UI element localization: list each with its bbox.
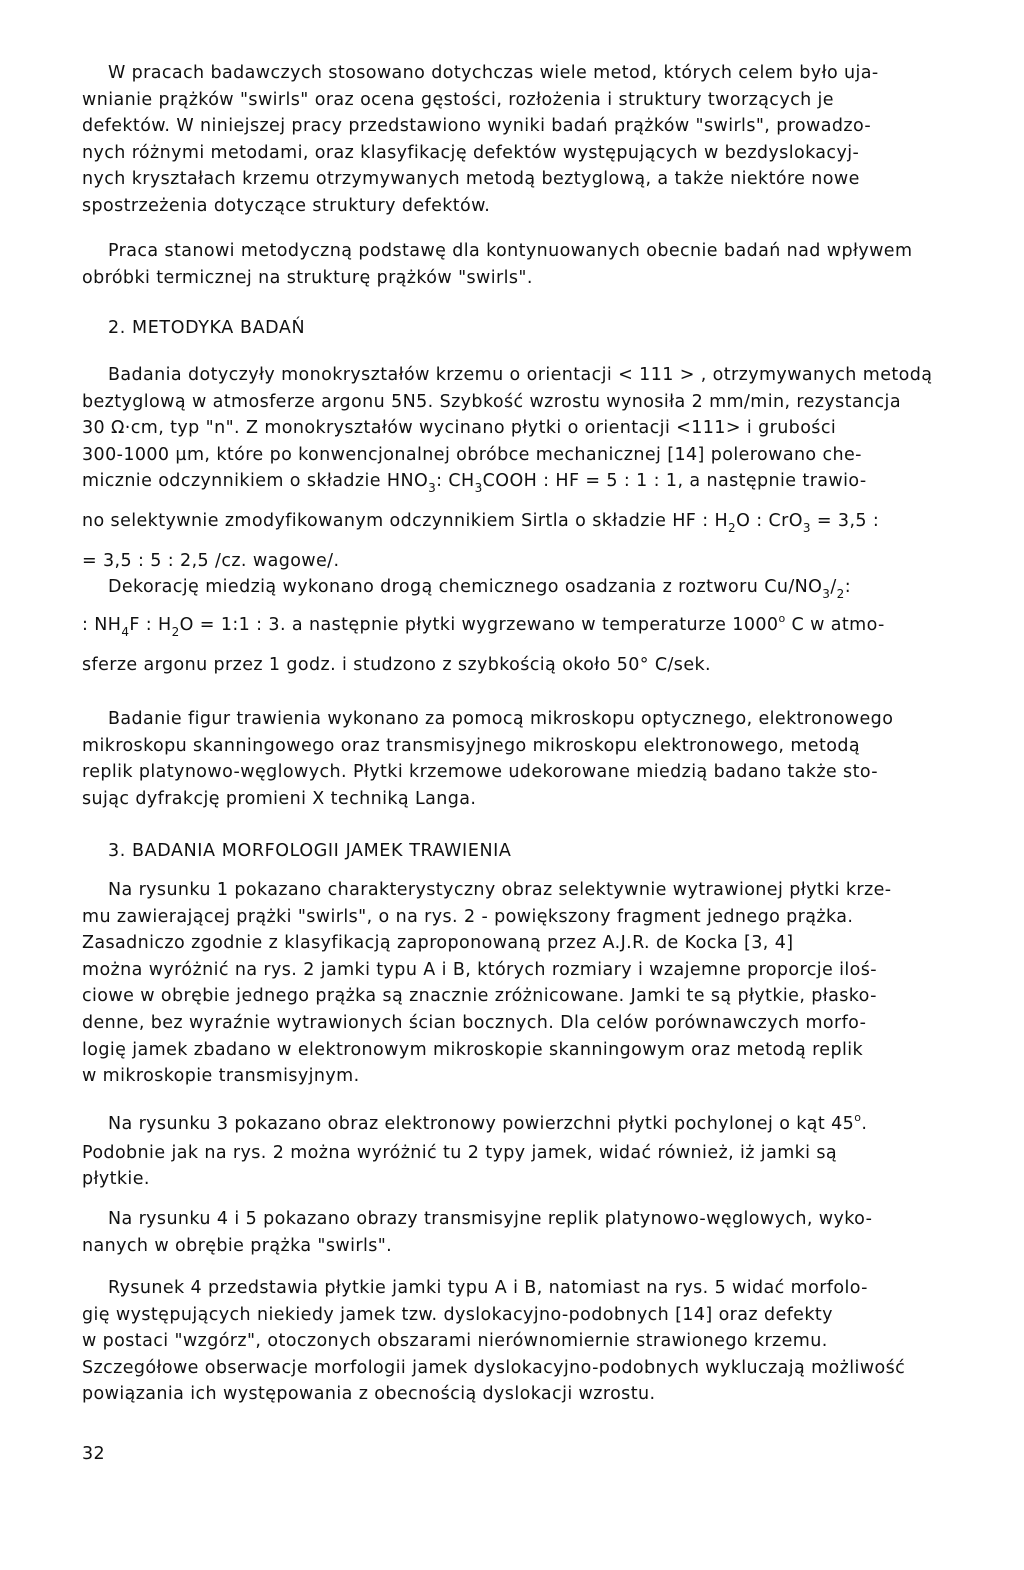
paragraph-methods — [82, 362, 982, 679]
text-line: mu zawierającej prążki "swirls", o na rys. 2 - powiększony fragment jednego prążka. — [82, 906, 854, 927]
paragraph-basis — [82, 238, 982, 291]
text-line: no selektywnie zmodyfikowanym odczynnikiem Sirtla o składzie HF : $H_2O$ : CrO$_3$ = 3,5 : — [82, 510, 880, 535]
text-line: Badanie figur trawienia wykonano za pomocą mikroskopu optycznego, elektronowego — [108, 709, 894, 729]
text-line: 30 Ω·cm, typ "n". Z monokryształów wycinano płytki o orientacji <111> i grubości — [82, 418, 837, 439]
paragraph-intro — [82, 60, 982, 220]
text-line: powiązania ich występowania z obecnością dyslokacji wzrostu. — [82, 1384, 656, 1405]
text-line: logię jamek zbadano w elektronowym mikroskopie skanningowym oraz metodą replik — [82, 1039, 864, 1060]
text-line: Dekorację miedzią wykonano drogą chemicznego osadzania z roztworu $Cu/NO_3/_2$: — [108, 577, 851, 602]
text-line: nych różnymi metodami, oraz klasyfikację defektów występujących w bezdyslokacyj- — [82, 142, 860, 163]
text-line: micznie odczynnikiem o składzie $HNO_3$: $CH_3COOH$ : HF = 5 : 1 : 1, a następnie trawio- — [82, 471, 867, 496]
text-line: wnianie prążków "swirls" oraz ocena gęstości, rozłożenia i struktury tworzących je — [82, 89, 834, 110]
paragraph-figures-4-5 — [82, 1206, 982, 1259]
text-line: ciowe w obrębie jednego prążka są znacznie zróżnicowane. Jamki te są płytkie, płasko- — [82, 986, 877, 1007]
text-line: płytkie. — [82, 1169, 150, 1190]
text-line: Praca stanowi metodyczną podstawę dla kontynuowanych obecnie badań nad wpływem — [108, 241, 913, 261]
text-line: Badania dotyczyły monokryształów krzemu o orientacji < 111 > , otrzymywanych metodą — [108, 365, 933, 385]
text-line: gię występujących niekiedy jamek tzw. dyslokacyjno-podobnych [14] oraz defekty — [82, 1304, 833, 1325]
paragraph-etching — [82, 706, 982, 812]
text-line: w mikroskopie transmisyjnym. — [82, 1066, 360, 1087]
text-line: 300-1000 µm, które po konwencjonalnej obróbce mechanicznej [14] polerowano che- — [82, 444, 862, 465]
text-line: Podobnie jak na rys. 2 można wyróżnić tu 2 typy jamek, widać również, iż jamki są — [82, 1142, 838, 1163]
text-line: = 3,5 : 5 : 2,5 /cz. wagowe/. — [82, 550, 340, 571]
text-line: spostrzeżenia dotyczące struktury defektów. — [82, 195, 491, 216]
text-line: W pracach badawczych stosowano dotychczas wiele metod, których celem było uja- — [108, 63, 879, 83]
text-line: obróbki termicznej na strukturę prążków "swirls". — [82, 267, 533, 288]
text-line: : $NH_4F$ : $H_2O$ = 1:1 : 3. a następnie płytki wygrzewano w temperaturze 1000$^o$ C w atmo- — [82, 611, 885, 639]
text-line: Na rysunku 4 i 5 pokazano obrazy transmisyjne replik platynowo-węglowych, wyko- — [108, 1209, 873, 1229]
paragraph-figure-4 — [82, 1275, 982, 1408]
text-line: nanych w obrębie prążka "swirls". — [82, 1235, 393, 1256]
text-line: Rysunek 4 przedstawia płytkie jamki typu A i B, natomiast na rys. 5 widać morfolo- — [108, 1278, 868, 1298]
text-line: defektów. W niniejszej pracy przedstawiono wyniki badań prążków "swirls", prowadzo- — [82, 116, 872, 137]
text-line: mikroskopu skanningowego oraz transmisyjnego mikroskopu elektronowego, metodą — [82, 735, 860, 756]
text-line: beztyglową w atmosferze argonu 5N5. Szybkość wzrostu wynosiła 2 mm/min, rezystancja — [82, 391, 901, 412]
text-line: Zasadniczo zgodnie z klasyfikacją zaproponowaną przez A.J.R. de Kocka [3, 4] — [82, 933, 794, 954]
text-line: sując dyfrakcję promieni X techniką Langa. — [82, 788, 477, 809]
text-line: nych kryształach krzemu otrzymywanych metodą beztyglową, a także niektóre nowe — [82, 169, 860, 190]
text-line: denne, bez wyraźnie wytrawionych ścian bocznych. Dla celów porównawczych morfo- — [82, 1012, 867, 1033]
text-line: w postaci "wzgórz", otoczonych obszarami nierównomiernie strawionego krzemu. — [82, 1331, 828, 1352]
section-heading-methodology: 2. METODYKA BADAŃ — [108, 318, 306, 338]
text-line: można wyróżnić na rys. 2 jamki typu A i B, których rozmiary i wzajemne proporcje iloś- — [82, 959, 878, 980]
text-line: Na rysunku 3 pokazano obraz elektronowy powierzchni płytki pochylonej o kąt 45$^o$. — [108, 1111, 868, 1134]
text-line: Na rysunku 1 pokazano charakterystyczny obraz selektywnie wytrawionej płytki krze- — [108, 880, 892, 900]
section-heading-morphology: 3. BADANIA MORFOLOGII JAMEK TRAWIENIA — [108, 841, 512, 861]
paragraph-figure-3 — [82, 1111, 982, 1193]
text-line: Szczegółowe obserwacje morfologii jamek dyslokacyjno-podobnych wykluczają możliwość — [82, 1357, 906, 1378]
text-line: replik platynowo-węglowych. Płytki krzemowe udekorowane miedzią badano także sto- — [82, 762, 878, 783]
text-line: sferze argonu przez 1 godz. i studzono z szybkością około 50° C/sek. — [82, 655, 711, 676]
page-number: 32 — [82, 1444, 106, 1464]
paragraph-figures-1-2 — [82, 877, 982, 1090]
